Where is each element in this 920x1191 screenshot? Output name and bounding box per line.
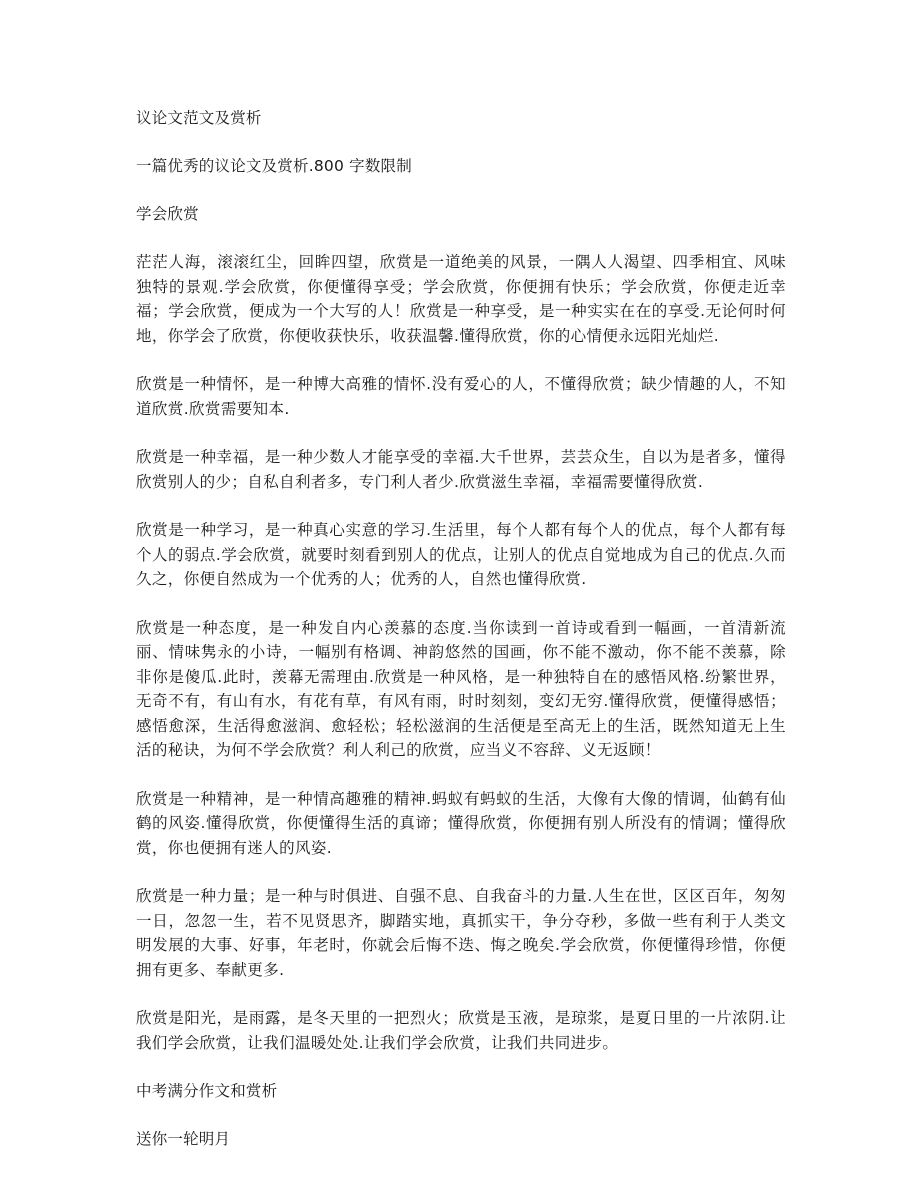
paragraph: 茫茫人海，滚滚红尘，回眸四望，欣赏是一道绝美的风景，一隅人人渴望、四季相宜、风味独特的景观.学会欣赏，你便懂得享受；学会欣赏，你便拥有快乐；学会欣赏，你便走近幸福；学会欣赏，便成为一个大写的人！欣赏是一种享受，是一种实实在在的享受.无论何时何地，你学会了欣赏，你便收获快乐，收获温馨.懂得欣赏，你的心情便永远阳光灿烂. xyxy=(136,253,786,345)
paragraph: 欣赏是阳光，是雨露，是冬天里的一把烈火；欣赏是玉液，是琼浆，是夏日里的一片浓阴.让我们学会欣赏，让我们温暖处处.让我们学会欣赏，让我们共同进步。 xyxy=(136,1009,786,1052)
paragraph: 欣赏是一种态度，是一种发自内心羡慕的态度.当你读到一首诗或看到一幅画，一首清新流丽、情味隽永的小诗，一幅别有格调、神韵悠然的国画，你不能不激动，你不能不羡慕，除非你是傻瓜.此时，羡幕无需理由.欣赏是一种风格，是一种独特自在的感悟风格.纷繁世界，无奇不有，有山有水，有花有草，有风有雨，时时刻刻，变幻无穷.懂得欣赏，便懂得感悟；感悟愈深，生活得愈滋润、愈轻松；轻松滋润的生活便是至高无上的生活，既然知道无上生活的秘诀，为何不学会欣赏？利人利己的欣赏，应当义不容辞、义无返顾！ xyxy=(136,618,786,759)
paragraph: 欣赏是一种幸福，是一种少数人才能享受的幸福.大千世界，芸芸众生，自以为是者多，懂得欣赏别人的少；自私自利者多，专门利人者少.欣赏滋生幸福，幸福需要懂得欣赏. xyxy=(136,448,786,491)
paragraph: 欣赏是一种学习，是一种真心实意的学习.生活里，每个人都有每个人的优点，每个人都有每个人的弱点.学会欣赏，就要时刻看到别人的优点，让别人的优点自觉地成为自己的优点.久而久之，你便自然成为一个优秀的人；优秀的人，自然也懂得欣赏. xyxy=(136,521,786,588)
section-heading: 中考满分作文和赏析 xyxy=(136,1082,278,1100)
document-subtitle: 一篇优秀的议论文及赏析.800 字数限制 xyxy=(136,157,412,175)
paragraph: 欣赏是一种精神，是一种情高趣雅的精神.蚂蚁有蚂蚁的生活，大像有大像的情调，仙鹤有仙鹤的风姿.懂得欣赏，你便懂得生活的真谛；懂得欣赏，你便拥有别人所没有的情调；懂得欣赏，你也便拥有迷人的风姿. xyxy=(136,789,786,857)
document-title: 议论文范文及赏析 xyxy=(136,109,262,127)
essay-title: 学会欣赏 xyxy=(136,205,199,223)
paragraph: 欣赏是一种力量；是一种与时俱进、自强不息、自我奋斗的力量.人生在世，区区百年，匆匆一日，忽忽一生，若不见贤思齐，脚踏实地，真抓实干，争分夺秒，多做一些有利于人类文明发展的大事、好事，年老时，你就会后悔不迭、悔之晚矣.学会欣赏，你便懂得珍惜，你便拥有更多、奉献更多. xyxy=(136,887,786,979)
section-title: 送你一轮明月 xyxy=(136,1130,231,1148)
document-page xyxy=(136,106,786,1151)
paragraph: 欣赏是一种情怀，是一种博大高雅的情怀.没有爱心的人，不懂得欣赏；缺少情趣的人，不知道欣赏.欣赏需要知本. xyxy=(136,375,786,418)
